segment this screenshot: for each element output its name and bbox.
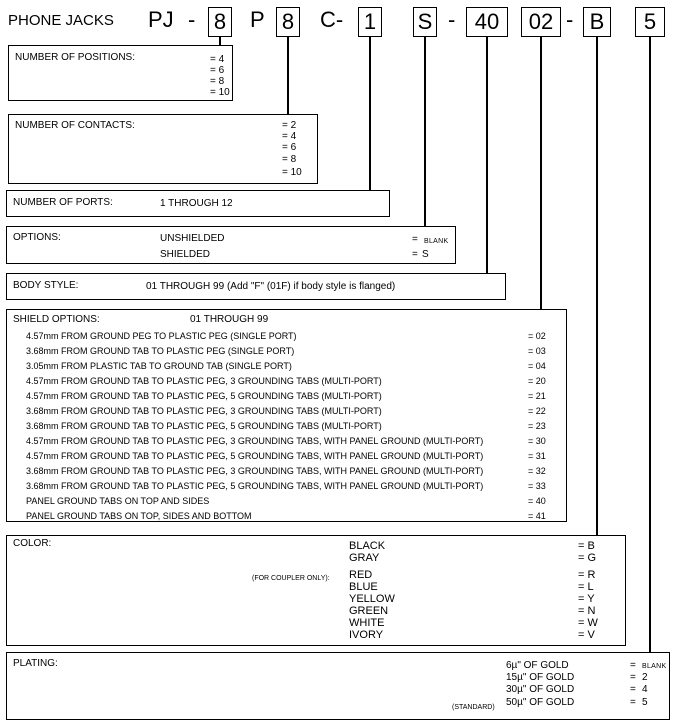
plating-code: 5 <box>642 697 648 708</box>
shield-option-code: = 40 <box>528 496 546 506</box>
shield-option-text: 3.68mm FROM GROUND TAB TO PLASTIC PEG, 3 GROUNDING TABS (MULTI-PORT) <box>26 406 382 416</box>
shield-option-text: 4.57mm FROM GROUND TAB TO PLASTIC PEG, 5 GROUNDING TABS, WITH PANEL GROUND (MULTI-PORT) <box>26 451 484 461</box>
plating-eq: = <box>630 660 636 671</box>
color-code: = N <box>578 605 596 617</box>
positions-connector <box>219 37 221 45</box>
body-style-value: 01 THROUGH 99 (Add "F" (01F) if body style is flanged) <box>146 281 396 292</box>
letter-c-dash: C- <box>320 7 344 32</box>
color-name: BLUE <box>349 581 378 593</box>
plating-connector <box>649 37 651 652</box>
shield-option-text: 4.57mm FROM GROUND TAB TO PLASTIC PEG, 5 GROUNDING TABS (MULTI-PORT) <box>26 391 382 401</box>
ports-label: NUMBER OF PORTS: <box>13 197 113 208</box>
body-style-code-box: 40 <box>466 7 508 37</box>
color-code: = B <box>578 540 595 552</box>
plating-name: 15µ" OF GOLD <box>506 672 575 683</box>
color-code: = G <box>578 552 597 564</box>
body-style-label: BODY STYLE: <box>13 280 79 291</box>
option-code: BLANK <box>424 238 449 245</box>
color-code-box: B <box>583 7 611 37</box>
shield-option-code: = 20 <box>528 376 546 386</box>
contacts-connector <box>287 37 289 114</box>
plating-name: 30µ" OF GOLD <box>506 684 575 695</box>
prefix-pj: PJ <box>148 7 174 32</box>
color-name: GRAY <box>349 552 380 564</box>
shield-option-code: = 41 <box>528 511 546 521</box>
color-code: = Y <box>578 593 595 605</box>
contacts-value: = 10 <box>282 167 302 178</box>
shield-option-text: 3.68mm FROM GROUND TAB TO PLASTIC PEG, 5 GROUNDING TABS, WITH PANEL GROUND (MULTI-PORT) <box>26 481 484 491</box>
shield-option-code: = 03 <box>528 346 546 356</box>
shield-option-code: = 31 <box>528 451 546 461</box>
shield-option-text: 3.05mm FROM PLASTIC TAB TO GROUND TAB (SINGLE PORT) <box>26 361 292 371</box>
shield-option-text: 4.57mm FROM GROUND TAB TO PLASTIC PEG, 3 GROUNDING TABS (MULTI-PORT) <box>26 376 382 386</box>
shield-option-code: = 32 <box>528 466 546 476</box>
option-eq: = <box>412 249 418 260</box>
contacts-label: NUMBER OF CONTACTS: <box>15 120 135 131</box>
options-connector <box>424 37 426 226</box>
dash-3: - <box>566 7 574 32</box>
color-name: GREEN <box>349 605 389 617</box>
page-title: PHONE JACKS <box>8 12 114 29</box>
ports-code-box: 1 <box>358 7 382 37</box>
contacts-value: = 4 <box>282 131 297 142</box>
shield-option-code: = 33 <box>528 481 546 491</box>
dash-1: - <box>188 7 196 32</box>
color-name: WHITE <box>349 617 385 629</box>
shield-option-code: = 22 <box>528 406 546 416</box>
options-label: OPTIONS: <box>13 232 61 243</box>
options-panel <box>6 226 456 264</box>
plating-eq: = <box>630 672 636 683</box>
shield-option-code: = 23 <box>528 421 546 431</box>
color-code: = V <box>578 629 595 641</box>
color-panel <box>6 535 626 646</box>
body-style-connector <box>486 37 488 273</box>
dash-2: - <box>448 7 456 32</box>
positions-label: NUMBER OF POSITIONS: <box>15 52 136 63</box>
coupler-note: (FOR COUPLER ONLY): <box>252 575 330 582</box>
shield-option-text: 4.57mm FROM GROUND TAB TO PLASTIC PEG, 3 GROUNDING TABS, WITH PANEL GROUND (MULTI-PORT) <box>26 436 484 446</box>
shield-option-text: 3.68mm FROM GROUND TAB TO PLASTIC PEG (SINGLE PORT) <box>26 346 295 356</box>
shield-option-text: PANEL GROUND TABS ON TOP, SIDES AND BOTTOM <box>26 511 252 521</box>
plating-eq: = <box>630 697 636 708</box>
color-name: RED <box>349 569 373 581</box>
shield-connector <box>540 37 542 309</box>
shield-option-text: PANEL GROUND TABS ON TOP AND SIDES <box>26 496 210 506</box>
option-eq: = <box>412 234 418 245</box>
ports-connector <box>369 37 371 190</box>
color-name: IVORY <box>349 629 384 641</box>
shield-option-code: = 30 <box>528 436 546 446</box>
shield-option-text: 3.68mm FROM GROUND TAB TO PLASTIC PEG, 5 GROUNDING TABS (MULTI-PORT) <box>26 421 382 431</box>
positions-value: = 6 <box>210 65 225 76</box>
plating-name: 50µ" OF GOLD <box>506 697 575 708</box>
plating-code: 4 <box>642 684 648 695</box>
color-label: COLOR: <box>13 538 52 549</box>
color-code: = L <box>578 581 594 593</box>
shield-option-code: = 02 <box>528 331 546 341</box>
shield-label: SHIELD OPTIONS: <box>13 314 100 325</box>
contacts-value: = 8 <box>282 154 297 165</box>
contacts-value: = 6 <box>282 142 297 153</box>
positions-value: = 4 <box>210 54 225 65</box>
plating-name: 6µ" OF GOLD <box>506 660 569 671</box>
positions-value: = 8 <box>210 76 225 87</box>
shield-option-text: 3.68mm FROM GROUND TAB TO PLASTIC PEG, 3 GROUNDING TABS, WITH PANEL GROUND (MULTI-PORT) <box>26 466 484 476</box>
color-name: BLACK <box>349 540 386 552</box>
ports-value: 1 THROUGH 12 <box>160 198 233 209</box>
positions-value: = 10 <box>210 87 230 98</box>
contacts-value: = 2 <box>282 120 297 131</box>
shield-option-text: 4.57mm FROM GROUND PEG TO PLASTIC PEG (SINGLE PORT) <box>26 331 297 341</box>
color-code: = R <box>578 569 596 581</box>
plating-label: PLATING: <box>13 658 58 669</box>
options-code-box: S <box>413 7 437 37</box>
positions-code-box: 8 <box>208 7 232 37</box>
letter-p: P <box>250 7 265 32</box>
plating-eq: = <box>630 684 636 695</box>
color-code: = W <box>578 617 598 629</box>
option-code: S <box>422 249 429 260</box>
shield-option-code: = 04 <box>528 361 546 371</box>
standard-note: (STANDARD) <box>452 704 495 711</box>
color-connector <box>596 37 598 535</box>
shield-code-box: 02 <box>521 7 561 37</box>
shield-option-code: = 21 <box>528 391 546 401</box>
plating-code: BLANK <box>642 663 667 670</box>
color-name: YELLOW <box>349 593 395 605</box>
plating-code: 2 <box>642 672 648 683</box>
option-name: SHIELDED <box>160 249 211 260</box>
plating-code-box: 5 <box>635 7 665 37</box>
contacts-code-box: 8 <box>276 7 300 37</box>
option-name: UNSHIELDED <box>160 233 225 244</box>
shield-range: 01 THROUGH 99 <box>190 314 269 325</box>
